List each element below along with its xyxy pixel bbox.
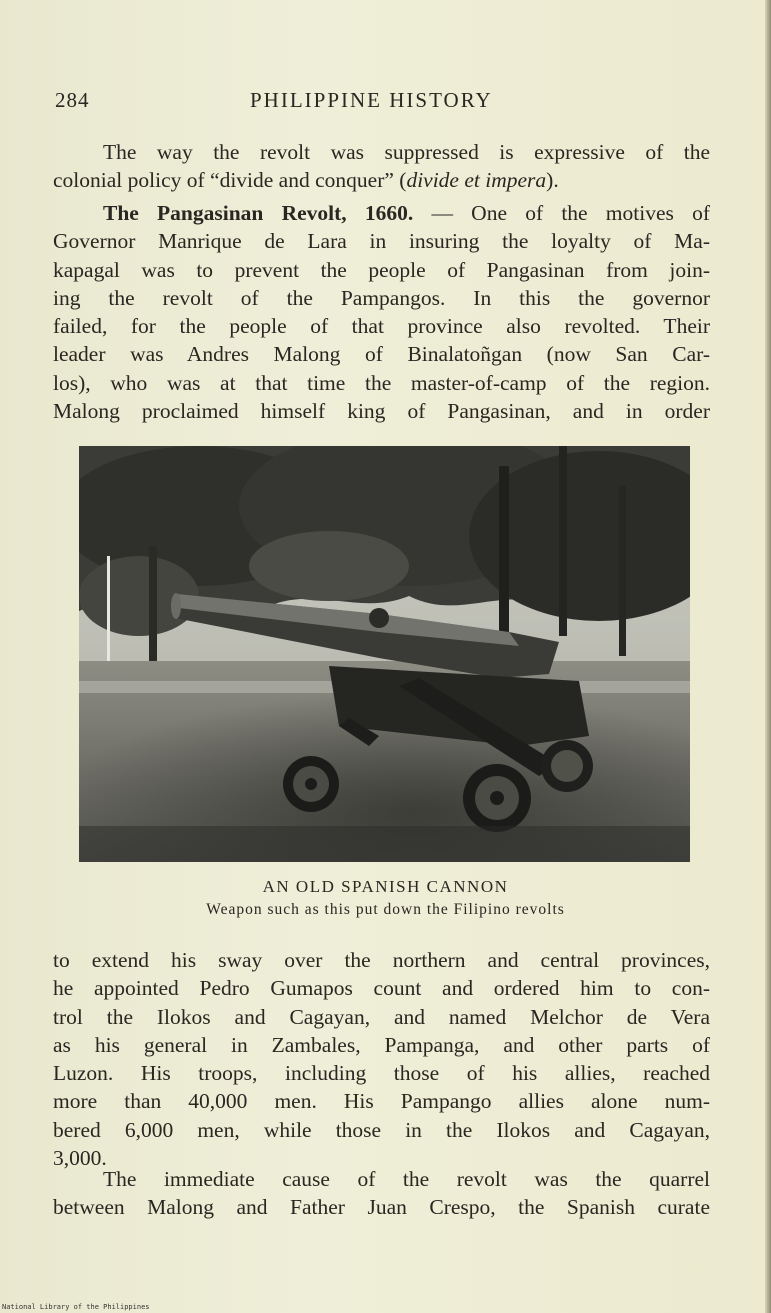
text-span: — One of the motives of bbox=[413, 201, 710, 225]
text-line: los), who was at that time the master-of-camp of the region. bbox=[53, 370, 710, 395]
running-title: PHILIPPINE HISTORY bbox=[250, 88, 493, 112]
cannon-photo-illustration bbox=[79, 446, 690, 862]
text-line: to extend his sway over the northern and central provinces, bbox=[53, 948, 710, 972]
text-line: Malong proclaimed himself king of Pangasinan, and in order bbox=[53, 399, 710, 424]
library-credit: National Library of the Philippines bbox=[2, 1303, 150, 1311]
text-line: bered 6,000 men, while those in the Ilokos and Cagayan, bbox=[53, 1117, 710, 1142]
text-line bbox=[53, 199, 710, 227]
text-line: between Malong and Father Juan Crespo, the Spanish curate bbox=[53, 1195, 710, 1220]
text-line: kapagal was to prevent the people of Pangasinan from join- bbox=[53, 257, 710, 282]
paragraph-divide-and-conquer bbox=[53, 138, 710, 195]
text-line: as his general in Zambales, Pampanga, and other parts of bbox=[53, 1032, 710, 1057]
text-span: ). bbox=[546, 168, 559, 193]
text-line: The way the revolt was suppressed is expressive of the bbox=[103, 140, 710, 164]
page-edge-shadow bbox=[765, 0, 771, 1313]
text-line: failed, for the people of that province also revolted. Their bbox=[53, 314, 710, 339]
italic-phrase: divide et impera bbox=[406, 168, 547, 193]
text-line: more than 40,000 men. His Pampango allies alone num- bbox=[53, 1089, 710, 1114]
figure-caption-subtitle: Weapon such as this put down the Filipino revolts bbox=[206, 901, 565, 918]
text-line: 3,000. bbox=[53, 1146, 107, 1171]
text-line: he appointed Pedro Gumapos count and ordered him to con- bbox=[53, 976, 710, 1001]
text-line: trol the Ilokos and Cagayan, and named Melchor de Vera bbox=[53, 1004, 710, 1029]
text-line: Governor Manrique de Lara in insuring the loyalty of Ma- bbox=[53, 229, 710, 254]
section-heading: The Pangasinan Revolt, 1660. bbox=[103, 201, 414, 225]
text-line: Luzon. His troops, including those of his allies, reached bbox=[53, 1061, 710, 1086]
text-line: ing the revolt of the Pampangos. In this the governor bbox=[53, 285, 710, 310]
page-number: 284 bbox=[55, 88, 90, 112]
figure-caption-title: AN OLD SPANISH CANNON bbox=[262, 877, 509, 896]
cannon-photograph bbox=[79, 446, 690, 862]
paragraph-malong-appointments bbox=[53, 946, 710, 1172]
paragraph-pangasinan-revolt bbox=[53, 199, 710, 425]
paragraph-immediate-cause bbox=[53, 1165, 710, 1222]
text-line: The immediate cause of the revolt was the quarrel bbox=[103, 1167, 710, 1191]
text-span: colonial policy of “divide and conquer” ( bbox=[53, 168, 407, 193]
text-line: leader was Andres Malong of Binalatoñgan (now San Car- bbox=[53, 342, 710, 367]
text-line bbox=[53, 166, 710, 194]
page-header bbox=[55, 88, 715, 118]
